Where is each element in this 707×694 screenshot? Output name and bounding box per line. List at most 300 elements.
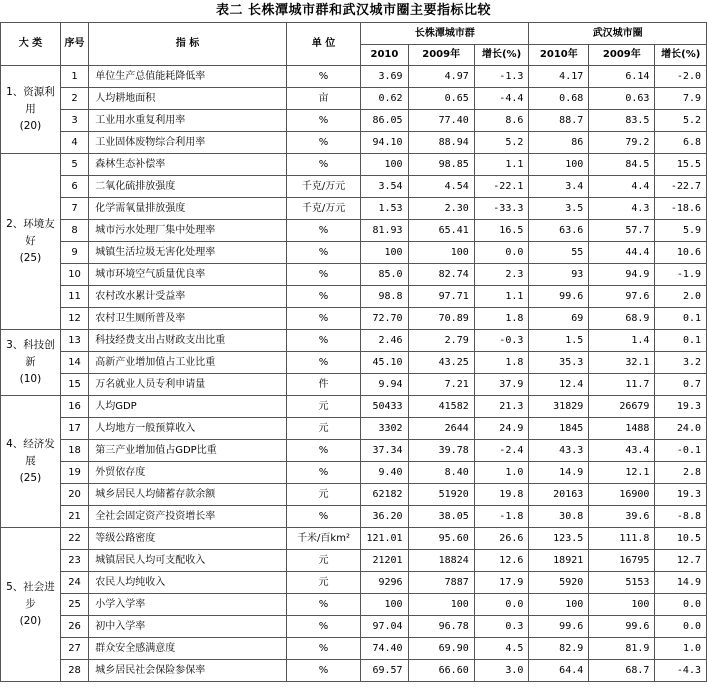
wuhan-growth-value: 0.0 bbox=[655, 616, 707, 638]
cstz-2009-value: 8.40 bbox=[408, 462, 474, 484]
indicator-name: 森林生态补偿率 bbox=[89, 154, 287, 176]
cstz-2009-value: 0.65 bbox=[408, 88, 474, 110]
cstz-2010-value: 62182 bbox=[361, 484, 408, 506]
wuhan-2010-value: 14.9 bbox=[529, 462, 589, 484]
cstz-2010-value: 100 bbox=[361, 594, 408, 616]
cstz-growth-value: 37.9 bbox=[474, 374, 529, 396]
wuhan-growth-value: 14.9 bbox=[655, 572, 707, 594]
table-row bbox=[1, 242, 707, 264]
wuhan-2009-value: 16795 bbox=[589, 550, 655, 572]
table-row bbox=[1, 198, 707, 220]
header-a-growth: 增长(%) bbox=[474, 45, 529, 66]
indicator-name: 初中入学率 bbox=[89, 616, 287, 638]
wuhan-2010-value: 123.5 bbox=[529, 528, 589, 550]
cstz-2010-value: 100 bbox=[361, 154, 408, 176]
category-name: 1、资源利用 bbox=[6, 86, 55, 115]
wuhan-growth-value: 3.2 bbox=[655, 352, 707, 374]
row-number: 1 bbox=[60, 66, 88, 88]
cstz-2009-value: 2644 bbox=[408, 418, 474, 440]
wuhan-growth-value: -0.1 bbox=[655, 440, 707, 462]
indicator-name: 群众安全感满意度 bbox=[89, 638, 287, 660]
row-number: 28 bbox=[60, 660, 88, 682]
cstz-2009-value: 70.89 bbox=[408, 308, 474, 330]
row-number: 27 bbox=[60, 638, 88, 660]
wuhan-2010-value: 20163 bbox=[529, 484, 589, 506]
unit-cell: % bbox=[286, 660, 361, 682]
cstz-2010-value: 86.05 bbox=[361, 110, 408, 132]
indicator-name: 第三产业增加值占GDP比重 bbox=[89, 440, 287, 462]
header-seq: 序号 bbox=[60, 23, 88, 66]
cstz-growth-value: 24.9 bbox=[474, 418, 529, 440]
category-cell bbox=[1, 528, 61, 682]
indicator-name: 小学入学率 bbox=[89, 594, 287, 616]
cstz-2009-value: 2.30 bbox=[408, 198, 474, 220]
cstz-2009-value: 66.60 bbox=[408, 660, 474, 682]
cstz-2009-value: 38.05 bbox=[408, 506, 474, 528]
cstz-growth-value: 12.6 bbox=[474, 550, 529, 572]
header-indicator: 指 标 bbox=[89, 23, 287, 66]
unit-cell: % bbox=[286, 462, 361, 484]
cstz-2010-value: 74.40 bbox=[361, 638, 408, 660]
unit-cell: 元 bbox=[286, 418, 361, 440]
row-number: 20 bbox=[60, 484, 88, 506]
indicator-name: 人均地方一般预算收入 bbox=[89, 418, 287, 440]
wuhan-2010-value: 1845 bbox=[529, 418, 589, 440]
wuhan-2009-value: 44.4 bbox=[589, 242, 655, 264]
wuhan-growth-value: 19.3 bbox=[655, 484, 707, 506]
category-score: (25) bbox=[19, 472, 42, 484]
cstz-2010-value: 9.40 bbox=[361, 462, 408, 484]
wuhan-growth-value: 2.8 bbox=[655, 462, 707, 484]
category-cell bbox=[1, 66, 61, 154]
header-group-a: 长株潭城市群 bbox=[361, 23, 529, 45]
wuhan-2009-value: 0.63 bbox=[589, 88, 655, 110]
wuhan-2010-value: 43.3 bbox=[529, 440, 589, 462]
table-row bbox=[1, 220, 707, 242]
table-row bbox=[1, 616, 707, 638]
indicator-name: 外贸依存度 bbox=[89, 462, 287, 484]
row-number: 21 bbox=[60, 506, 88, 528]
cstz-2010-value: 81.93 bbox=[361, 220, 408, 242]
wuhan-2009-value: 5153 bbox=[589, 572, 655, 594]
wuhan-2009-value: 68.9 bbox=[589, 308, 655, 330]
wuhan-growth-value: 6.8 bbox=[655, 132, 707, 154]
wuhan-2010-value: 99.6 bbox=[529, 616, 589, 638]
row-number: 19 bbox=[60, 462, 88, 484]
wuhan-2010-value: 12.4 bbox=[529, 374, 589, 396]
unit-cell: % bbox=[286, 110, 361, 132]
category-name: 4、经济发展 bbox=[6, 438, 55, 467]
cstz-2010-value: 9.94 bbox=[361, 374, 408, 396]
cstz-2009-value: 65.41 bbox=[408, 220, 474, 242]
unit-cell: % bbox=[286, 440, 361, 462]
table-row bbox=[1, 286, 707, 308]
indicator-name: 城镇生活垃圾无害化处理率 bbox=[89, 242, 287, 264]
table-row bbox=[1, 462, 707, 484]
row-number: 6 bbox=[60, 176, 88, 198]
row-number: 13 bbox=[60, 330, 88, 352]
wuhan-growth-value: -18.6 bbox=[655, 198, 707, 220]
row-number: 9 bbox=[60, 242, 88, 264]
unit-cell: 件 bbox=[286, 374, 361, 396]
indicator-name: 万名就业人员专利申请量 bbox=[89, 374, 287, 396]
wuhan-2009-value: 83.5 bbox=[589, 110, 655, 132]
category-cell bbox=[1, 396, 61, 528]
cstz-growth-value: 1.0 bbox=[474, 462, 529, 484]
wuhan-2010-value: 86 bbox=[529, 132, 589, 154]
table-row bbox=[1, 88, 707, 110]
table-row bbox=[1, 154, 707, 176]
wuhan-2009-value: 1.4 bbox=[589, 330, 655, 352]
cstz-growth-value: 5.2 bbox=[474, 132, 529, 154]
cstz-2010-value: 3.69 bbox=[361, 66, 408, 88]
wuhan-2010-value: 1.5 bbox=[529, 330, 589, 352]
cstz-growth-value: 21.3 bbox=[474, 396, 529, 418]
header-b-2010: 2010年 bbox=[529, 45, 589, 66]
wuhan-2010-value: 31829 bbox=[529, 396, 589, 418]
wuhan-2010-value: 100 bbox=[529, 154, 589, 176]
cstz-2009-value: 98.85 bbox=[408, 154, 474, 176]
row-number: 18 bbox=[60, 440, 88, 462]
row-number: 2 bbox=[60, 88, 88, 110]
row-number: 14 bbox=[60, 352, 88, 374]
category-score: (25) bbox=[19, 252, 42, 264]
cstz-2010-value: 97.04 bbox=[361, 616, 408, 638]
cstz-2009-value: 82.74 bbox=[408, 264, 474, 286]
table-row bbox=[1, 638, 707, 660]
cstz-2009-value: 43.25 bbox=[408, 352, 474, 374]
wuhan-2009-value: 84.5 bbox=[589, 154, 655, 176]
cstz-2010-value: 50433 bbox=[361, 396, 408, 418]
table-row bbox=[1, 132, 707, 154]
unit-cell: % bbox=[286, 330, 361, 352]
table-row bbox=[1, 308, 707, 330]
wuhan-2009-value: 97.6 bbox=[589, 286, 655, 308]
wuhan-2010-value: 69 bbox=[529, 308, 589, 330]
wuhan-2010-value: 93 bbox=[529, 264, 589, 286]
cstz-2009-value: 97.71 bbox=[408, 286, 474, 308]
wuhan-growth-value: 7.9 bbox=[655, 88, 707, 110]
cstz-2010-value: 72.70 bbox=[361, 308, 408, 330]
wuhan-2010-value: 30.8 bbox=[529, 506, 589, 528]
cstz-2010-value: 21201 bbox=[361, 550, 408, 572]
wuhan-2009-value: 99.6 bbox=[589, 616, 655, 638]
cstz-growth-value: 0.0 bbox=[474, 594, 529, 616]
row-number: 5 bbox=[60, 154, 88, 176]
wuhan-growth-value: 15.5 bbox=[655, 154, 707, 176]
row-number: 23 bbox=[60, 550, 88, 572]
wuhan-2009-value: 11.7 bbox=[589, 374, 655, 396]
wuhan-2009-value: 26679 bbox=[589, 396, 655, 418]
row-number: 25 bbox=[60, 594, 88, 616]
cstz-growth-value: 4.5 bbox=[474, 638, 529, 660]
wuhan-2009-value: 16900 bbox=[589, 484, 655, 506]
cstz-growth-value: 3.0 bbox=[474, 660, 529, 682]
wuhan-growth-value: -2.0 bbox=[655, 66, 707, 88]
unit-cell: 千克/万元 bbox=[286, 176, 361, 198]
wuhan-growth-value: 0.0 bbox=[655, 594, 707, 616]
row-number: 7 bbox=[60, 198, 88, 220]
row-number: 12 bbox=[60, 308, 88, 330]
cstz-2009-value: 96.78 bbox=[408, 616, 474, 638]
wuhan-2010-value: 3.4 bbox=[529, 176, 589, 198]
table-row bbox=[1, 594, 707, 616]
header-category: 大 类 bbox=[1, 23, 61, 66]
row-number: 11 bbox=[60, 286, 88, 308]
table-row bbox=[1, 66, 707, 88]
header-unit: 单 位 bbox=[286, 23, 361, 66]
wuhan-growth-value: 10.6 bbox=[655, 242, 707, 264]
table-row bbox=[1, 418, 707, 440]
wuhan-growth-value: 12.7 bbox=[655, 550, 707, 572]
wuhan-2009-value: 57.7 bbox=[589, 220, 655, 242]
indicator-name: 工业用水重复利用率 bbox=[89, 110, 287, 132]
wuhan-2009-value: 79.2 bbox=[589, 132, 655, 154]
indicator-name: 城乡居民社会保险参保率 bbox=[89, 660, 287, 682]
indicator-name: 城市污水处理厂集中处理率 bbox=[89, 220, 287, 242]
unit-cell: % bbox=[286, 66, 361, 88]
table-row bbox=[1, 330, 707, 352]
indicator-name: 科技经费支出占财政支出比重 bbox=[89, 330, 287, 352]
cstz-growth-value: 2.3 bbox=[474, 264, 529, 286]
wuhan-growth-value: -4.3 bbox=[655, 660, 707, 682]
cstz-growth-value: 17.9 bbox=[474, 572, 529, 594]
wuhan-2009-value: 81.9 bbox=[589, 638, 655, 660]
row-number: 17 bbox=[60, 418, 88, 440]
unit-cell: % bbox=[286, 220, 361, 242]
wuhan-2009-value: 39.6 bbox=[589, 506, 655, 528]
wuhan-growth-value: 0.1 bbox=[655, 308, 707, 330]
wuhan-2009-value: 43.4 bbox=[589, 440, 655, 462]
wuhan-2010-value: 82.9 bbox=[529, 638, 589, 660]
cstz-growth-value: 26.6 bbox=[474, 528, 529, 550]
wuhan-2010-value: 18921 bbox=[529, 550, 589, 572]
indicator-name: 单位生产总值能耗降低率 bbox=[89, 66, 287, 88]
row-number: 16 bbox=[60, 396, 88, 418]
header-group-b: 武汉城市圈 bbox=[529, 23, 707, 45]
header-a-2010: 2010 bbox=[361, 45, 408, 66]
cstz-2010-value: 9296 bbox=[361, 572, 408, 594]
cstz-growth-value: 16.5 bbox=[474, 220, 529, 242]
wuhan-2010-value: 99.6 bbox=[529, 286, 589, 308]
row-number: 22 bbox=[60, 528, 88, 550]
cstz-2010-value: 69.57 bbox=[361, 660, 408, 682]
cstz-2009-value: 7887 bbox=[408, 572, 474, 594]
category-name: 5、社会进步 bbox=[6, 581, 55, 610]
wuhan-growth-value: 10.5 bbox=[655, 528, 707, 550]
row-number: 3 bbox=[60, 110, 88, 132]
unit-cell: 千米/百km² bbox=[286, 528, 361, 550]
cstz-growth-value: 1.1 bbox=[474, 154, 529, 176]
wuhan-2010-value: 88.7 bbox=[529, 110, 589, 132]
cstz-growth-value: 8.6 bbox=[474, 110, 529, 132]
indicator-name: 等级公路密度 bbox=[89, 528, 287, 550]
table-row bbox=[1, 506, 707, 528]
header-b-2009: 2009年 bbox=[589, 45, 655, 66]
cstz-2009-value: 77.40 bbox=[408, 110, 474, 132]
wuhan-growth-value: 0.1 bbox=[655, 330, 707, 352]
wuhan-growth-value: 19.3 bbox=[655, 396, 707, 418]
unit-cell: % bbox=[286, 286, 361, 308]
cstz-growth-value: 1.8 bbox=[474, 308, 529, 330]
indicator-name: 化学需氧量排放强度 bbox=[89, 198, 287, 220]
wuhan-2010-value: 35.3 bbox=[529, 352, 589, 374]
wuhan-growth-value: 5.9 bbox=[655, 220, 707, 242]
cstz-growth-value: -33.3 bbox=[474, 198, 529, 220]
cstz-growth-value: 1.1 bbox=[474, 286, 529, 308]
cstz-growth-value: -2.4 bbox=[474, 440, 529, 462]
cstz-growth-value: -0.3 bbox=[474, 330, 529, 352]
cstz-2010-value: 0.62 bbox=[361, 88, 408, 110]
unit-cell: % bbox=[286, 132, 361, 154]
indicator-name: 农村改水累计受益率 bbox=[89, 286, 287, 308]
wuhan-growth-value: 24.0 bbox=[655, 418, 707, 440]
wuhan-2009-value: 12.1 bbox=[589, 462, 655, 484]
table-row bbox=[1, 352, 707, 374]
indicator-name: 城乡居民人均储蓄存款余额 bbox=[89, 484, 287, 506]
unit-cell: % bbox=[286, 264, 361, 286]
row-number: 24 bbox=[60, 572, 88, 594]
unit-cell: 千克/万元 bbox=[286, 198, 361, 220]
table-row bbox=[1, 264, 707, 286]
cstz-growth-value: -4.4 bbox=[474, 88, 529, 110]
wuhan-2009-value: 94.9 bbox=[589, 264, 655, 286]
indicator-name: 农村卫生厕所普及率 bbox=[89, 308, 287, 330]
row-number: 4 bbox=[60, 132, 88, 154]
row-number: 10 bbox=[60, 264, 88, 286]
cstz-2009-value: 4.97 bbox=[408, 66, 474, 88]
indicator-name: 工业固体废物综合利用率 bbox=[89, 132, 287, 154]
cstz-growth-value: -22.1 bbox=[474, 176, 529, 198]
wuhan-growth-value: -22.7 bbox=[655, 176, 707, 198]
cstz-growth-value: 0.0 bbox=[474, 242, 529, 264]
cstz-2010-value: 36.20 bbox=[361, 506, 408, 528]
indicator-name: 二氧化硫排放强度 bbox=[89, 176, 287, 198]
table-row bbox=[1, 572, 707, 594]
cstz-2009-value: 100 bbox=[408, 594, 474, 616]
category-score: (10) bbox=[19, 373, 42, 385]
cstz-2009-value: 18824 bbox=[408, 550, 474, 572]
table-row bbox=[1, 374, 707, 396]
wuhan-2010-value: 100 bbox=[529, 594, 589, 616]
indicator-name: 农民人均纯收入 bbox=[89, 572, 287, 594]
cstz-2009-value: 39.78 bbox=[408, 440, 474, 462]
wuhan-2010-value: 63.6 bbox=[529, 220, 589, 242]
cstz-2010-value: 121.01 bbox=[361, 528, 408, 550]
unit-cell: % bbox=[286, 242, 361, 264]
wuhan-2010-value: 3.5 bbox=[529, 198, 589, 220]
table-row bbox=[1, 396, 707, 418]
indicator-name: 城市环境空气质量优良率 bbox=[89, 264, 287, 286]
cstz-2009-value: 7.21 bbox=[408, 374, 474, 396]
cstz-2009-value: 69.90 bbox=[408, 638, 474, 660]
category-cell bbox=[1, 154, 61, 330]
cstz-growth-value: 0.3 bbox=[474, 616, 529, 638]
wuhan-2009-value: 4.4 bbox=[589, 176, 655, 198]
indicator-name: 高新产业增加值占工业比重 bbox=[89, 352, 287, 374]
wuhan-2009-value: 111.8 bbox=[589, 528, 655, 550]
table-row bbox=[1, 110, 707, 132]
wuhan-2009-value: 100 bbox=[589, 594, 655, 616]
cstz-growth-value: -1.8 bbox=[474, 506, 529, 528]
cstz-2009-value: 95.60 bbox=[408, 528, 474, 550]
unit-cell: % bbox=[286, 506, 361, 528]
unit-cell: % bbox=[286, 594, 361, 616]
cstz-2010-value: 37.34 bbox=[361, 440, 408, 462]
cstz-2009-value: 51920 bbox=[408, 484, 474, 506]
unit-cell: % bbox=[286, 616, 361, 638]
category-score: (20) bbox=[19, 120, 42, 132]
wuhan-2010-value: 5920 bbox=[529, 572, 589, 594]
unit-cell: 元 bbox=[286, 550, 361, 572]
cstz-growth-value: -1.3 bbox=[474, 66, 529, 88]
wuhan-2009-value: 68.7 bbox=[589, 660, 655, 682]
category-name: 2、环境友好 bbox=[6, 218, 55, 247]
cstz-2010-value: 94.10 bbox=[361, 132, 408, 154]
cstz-2010-value: 45.10 bbox=[361, 352, 408, 374]
wuhan-growth-value: -8.8 bbox=[655, 506, 707, 528]
category-name: 3、科技创新 bbox=[6, 339, 55, 368]
cstz-2010-value: 98.8 bbox=[361, 286, 408, 308]
table-body bbox=[1, 66, 707, 682]
header-b-growth: 增长(%) bbox=[655, 45, 707, 66]
indicator-name: 全社会固定资产投资增长率 bbox=[89, 506, 287, 528]
table-row bbox=[1, 176, 707, 198]
header-a-2009: 2009年 bbox=[408, 45, 474, 66]
cstz-2009-value: 2.79 bbox=[408, 330, 474, 352]
wuhan-growth-value: -1.9 bbox=[655, 264, 707, 286]
wuhan-2010-value: 4.17 bbox=[529, 66, 589, 88]
cstz-2010-value: 3302 bbox=[361, 418, 408, 440]
indicator-name: 人均耕地面积 bbox=[89, 88, 287, 110]
unit-cell: % bbox=[286, 352, 361, 374]
table-row bbox=[1, 484, 707, 506]
cstz-2009-value: 88.94 bbox=[408, 132, 474, 154]
cstz-growth-value: 19.8 bbox=[474, 484, 529, 506]
table-row bbox=[1, 528, 707, 550]
cstz-2009-value: 41582 bbox=[408, 396, 474, 418]
cstz-2010-value: 85.0 bbox=[361, 264, 408, 286]
wuhan-growth-value: 0.7 bbox=[655, 374, 707, 396]
category-score: (20) bbox=[19, 615, 42, 627]
wuhan-2010-value: 55 bbox=[529, 242, 589, 264]
category-cell bbox=[1, 330, 61, 396]
wuhan-2010-value: 0.68 bbox=[529, 88, 589, 110]
unit-cell: % bbox=[286, 638, 361, 660]
row-number: 26 bbox=[60, 616, 88, 638]
unit-cell: 元 bbox=[286, 572, 361, 594]
wuhan-growth-value: 5.2 bbox=[655, 110, 707, 132]
cstz-2009-value: 4.54 bbox=[408, 176, 474, 198]
unit-cell: % bbox=[286, 154, 361, 176]
cstz-growth-value: 1.8 bbox=[474, 352, 529, 374]
wuhan-growth-value: 2.0 bbox=[655, 286, 707, 308]
indicator-name: 城镇居民人均可支配收入 bbox=[89, 550, 287, 572]
indicator-name: 人均GDP bbox=[89, 396, 287, 418]
table-row bbox=[1, 660, 707, 682]
unit-cell: % bbox=[286, 308, 361, 330]
cstz-2009-value: 100 bbox=[408, 242, 474, 264]
cstz-2010-value: 2.46 bbox=[361, 330, 408, 352]
row-number: 15 bbox=[60, 374, 88, 396]
table-row bbox=[1, 550, 707, 572]
cstz-2010-value: 3.54 bbox=[361, 176, 408, 198]
wuhan-2009-value: 1488 bbox=[589, 418, 655, 440]
unit-cell: 亩 bbox=[286, 88, 361, 110]
cstz-2010-value: 1.53 bbox=[361, 198, 408, 220]
table-row bbox=[1, 440, 707, 462]
wuhan-growth-value: 1.0 bbox=[655, 638, 707, 660]
